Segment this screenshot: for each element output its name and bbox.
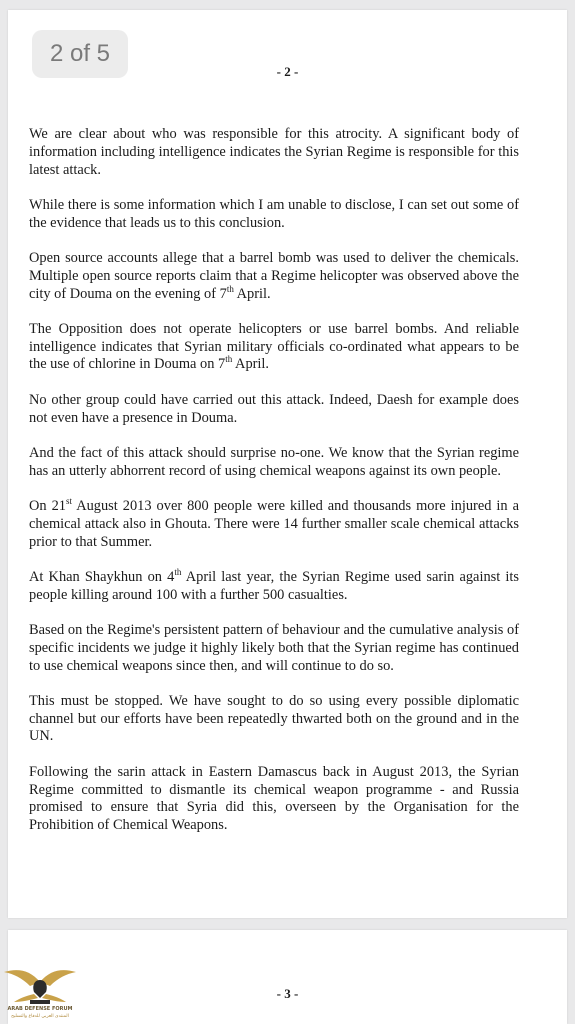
ordinal-suffix: th xyxy=(225,354,233,365)
text-run: April last year, the Syrian Regime used sarin against its people killing around 100 with a further 500 casualties. xyxy=(29,568,519,603)
ordinal-suffix: th xyxy=(174,567,182,578)
page-number: - 2 - xyxy=(276,64,299,79)
text-run: Based on the Regime's persistent pattern of behaviour and the cumulative analysis of specific incidents we judge it highly likely both that the Syrian regime has continued to use chemical weapons since then, and will continue to do so. xyxy=(29,621,519,674)
document-body xyxy=(29,126,519,852)
text-run: While there is some information which I am unable to disclose, I can set out some of the evidence that leads us to this conclusion. xyxy=(29,196,519,231)
ordinal-suffix: th xyxy=(226,283,234,294)
paragraph xyxy=(29,392,519,428)
ordinal-suffix: st xyxy=(65,496,72,507)
paragraph xyxy=(29,126,519,179)
paragraph xyxy=(29,764,519,835)
text-run: April. xyxy=(232,356,270,373)
eagle-emblem-icon xyxy=(0,962,80,1008)
page-indicator: 2 of 5 xyxy=(32,30,128,78)
text-run: We are clear about who was responsible for this atrocity. A significant body of information including intelligence indicates the Syrian Regime is responsible for this latest attack. xyxy=(29,126,519,178)
paragraph xyxy=(29,250,519,303)
text-run: And the fact of this attack should surprise no-one. We know that the Syrian regime has an utterly abhorrent record of using chemical weapons against its own people. xyxy=(29,444,519,479)
paragraph xyxy=(29,569,519,605)
page-number-3: - 3 - xyxy=(276,986,299,1001)
text-run: At Khan Shaykhun on 4 xyxy=(29,568,175,585)
paragraph xyxy=(29,321,519,374)
paragraph xyxy=(29,693,519,746)
paragraph xyxy=(29,622,519,675)
text-run: The Opposition does not operate helicopters or use barrel bombs. And reliable intelligence indicates that Syrian military officials co-ordinated what appears to be the use of chlorine in Douma on 7 xyxy=(29,320,519,373)
text-run: This must be stopped. We have sought to do so using every possible diplomatic channel but our efforts have been repeatedly thwarted both on the ground and in the UN. xyxy=(29,692,519,745)
paragraph xyxy=(29,498,519,551)
text-run: April. xyxy=(233,285,271,302)
text-run: No other group could have carried out this attack. Indeed, Daesh for example does not even have a presence in Douma. xyxy=(29,391,519,426)
document-page-2 xyxy=(8,10,567,918)
text-run: August 2013 over 800 people were killed and thousands more injured in a chemical attack also in Ghouta. There were 14 further smaller scale chemical attacks prior to that Summer. xyxy=(29,497,519,550)
text-run: Following the sarin attack in Eastern Damascus back in August 2013, the Syrian Regime committed to dismantle its chemical weapon programme - and Russia promised to ensure that Syria did this, overseen by the Organisation for the Prohibition of Chemical Weapons. xyxy=(29,763,519,834)
text-run: Open source accounts allege that a barrel bomb was used to deliver the chemicals. Multiple open source reports claim that a Regime helicopter was observed above the city of Douma on the evening of 7 xyxy=(29,249,519,302)
paragraph xyxy=(29,445,519,481)
watermark-subtitle: المنتدى العربي للدفاع والتسليح xyxy=(11,1014,69,1019)
document-page-3 xyxy=(8,930,567,1024)
arab-defense-forum-logo xyxy=(0,962,80,1024)
text-run: On 21 xyxy=(29,497,66,514)
watermark-title: ARAB DEFENSE FORUM xyxy=(7,1006,73,1012)
paragraph xyxy=(29,197,519,233)
